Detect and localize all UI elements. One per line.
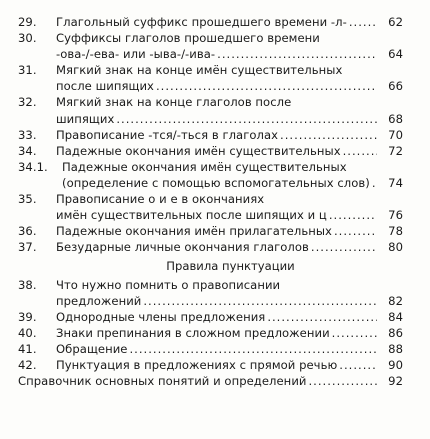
entry-title: Безударные личные окончания глаголов — [56, 240, 309, 255]
entry-title: Справочник основных понятий и определений — [18, 374, 307, 389]
entry-title: Мягкий знак на конце имён существительных — [56, 63, 343, 78]
dot-leader — [329, 207, 377, 223]
toc-entry-41[interactable] — [18, 341, 403, 357]
dot-leader — [156, 78, 377, 94]
entry-page-number: 86 — [388, 325, 403, 340]
toc-entry-42[interactable] — [18, 357, 403, 373]
entry-number: 37. — [18, 240, 37, 255]
toc-entry-39[interactable] — [18, 309, 403, 325]
entry-number: 40. — [18, 325, 37, 340]
entry-title-continued: после шипящих — [56, 79, 154, 94]
toc-entry-37[interactable] — [18, 239, 403, 255]
entry-page-number: 92 — [388, 374, 403, 389]
toc-entry-29[interactable] — [18, 14, 403, 30]
entry-title: Правописание о и е в окончаниях — [56, 192, 265, 207]
dot-leader — [130, 341, 378, 357]
dot-leader — [339, 357, 377, 373]
toc-entry-35[interactable] — [18, 191, 403, 223]
entry-number: 39. — [18, 309, 37, 324]
dot-leader — [334, 223, 377, 239]
toc-entry-38[interactable] — [18, 277, 403, 309]
entry-number: 34.1. — [18, 159, 48, 174]
entry-title: Падежные окончания имён прилагательных — [56, 224, 332, 239]
entry-number: 41. — [18, 341, 37, 356]
entry-title-continued: шипящих — [56, 111, 115, 126]
entry-title-continued: предложений — [56, 293, 142, 308]
entry-title: Однородные члены предложения — [56, 309, 266, 324]
entry-number: 34. — [18, 143, 37, 158]
table-of-contents — [18, 14, 403, 389]
dot-leader — [309, 373, 378, 389]
entry-number: 30. — [18, 31, 37, 46]
entry-page-number: 66 — [388, 79, 403, 94]
entry-page-number: 64 — [388, 47, 403, 62]
dot-leader — [332, 325, 377, 341]
toc-entry-reference[interactable] — [18, 373, 403, 389]
entry-title: Суффиксы глаголов прошедшего времени — [56, 31, 320, 46]
dot-leader — [280, 127, 377, 143]
toc-entry-36[interactable] — [18, 223, 403, 239]
entry-title: Правописание -тся/-ться в глаголах — [56, 127, 279, 142]
toc-entry-30[interactable] — [18, 30, 403, 62]
entry-number: 42. — [18, 357, 37, 372]
toc-entry-40[interactable] — [18, 325, 403, 341]
dot-leader — [143, 293, 377, 309]
dot-leader — [372, 175, 377, 191]
entry-title: Глагольный суффикс прошедшего времени -л- — [56, 15, 347, 29]
entry-number: 32. — [18, 95, 37, 110]
entry-number: 36. — [18, 224, 37, 239]
dot-leader — [311, 239, 377, 255]
toc-entry-33[interactable] — [18, 127, 403, 143]
section-heading-punctuation: Правила пунктуации — [166, 259, 295, 274]
entry-page-number: 70 — [388, 127, 403, 142]
entry-page-number: 78 — [388, 224, 403, 239]
entry-page-number: 84 — [388, 309, 403, 324]
dot-leader — [267, 309, 377, 325]
entry-page-number: 76 — [388, 208, 403, 223]
dot-leader — [349, 14, 377, 30]
toc-entry-34-1[interactable] — [18, 159, 403, 191]
entry-title-continued: имён существительных после шипящих и ц — [56, 208, 327, 223]
entry-title: Знаки препинания в сложном предложении — [56, 325, 330, 340]
entry-number: 29. — [18, 15, 37, 29]
dot-leader — [116, 111, 377, 127]
entry-page-number: 80 — [388, 240, 403, 255]
entry-number: 38. — [18, 277, 37, 292]
entry-page-number: 90 — [388, 357, 403, 372]
entry-number: 33. — [18, 127, 37, 142]
toc-entry-32[interactable] — [18, 94, 403, 126]
entry-title: Падежные окончания имён существительных — [56, 143, 341, 158]
entry-number: 35. — [18, 192, 37, 207]
entry-title-continued: -ова-/-ева- или -ыва-/-ива- — [56, 47, 216, 62]
entry-page-number: 72 — [388, 143, 403, 158]
entry-number: 31. — [18, 63, 37, 78]
entry-title-continued: (определение с помощью вспомогательных слов) — [62, 175, 370, 190]
entry-title: Пунктуация в предложениях с прямой речью — [56, 357, 338, 372]
entry-title: Что нужно помнить о правописании — [56, 277, 281, 292]
toc-entry-34[interactable] — [18, 143, 403, 159]
entry-title: Обращение — [56, 341, 128, 356]
entry-title: Падежные окончания имён существительных — [62, 159, 347, 174]
entry-page-number: 62 — [388, 15, 403, 29]
toc-entry-31[interactable] — [18, 62, 403, 94]
entry-page-number: 68 — [388, 111, 403, 126]
entry-page-number: 82 — [388, 293, 403, 308]
dot-leader — [343, 143, 377, 159]
dot-leader — [217, 46, 377, 62]
entry-page-number: 88 — [388, 341, 403, 356]
entry-page-number: 74 — [388, 175, 403, 190]
entry-title: Мягкий знак на конце глаголов после — [56, 95, 292, 110]
